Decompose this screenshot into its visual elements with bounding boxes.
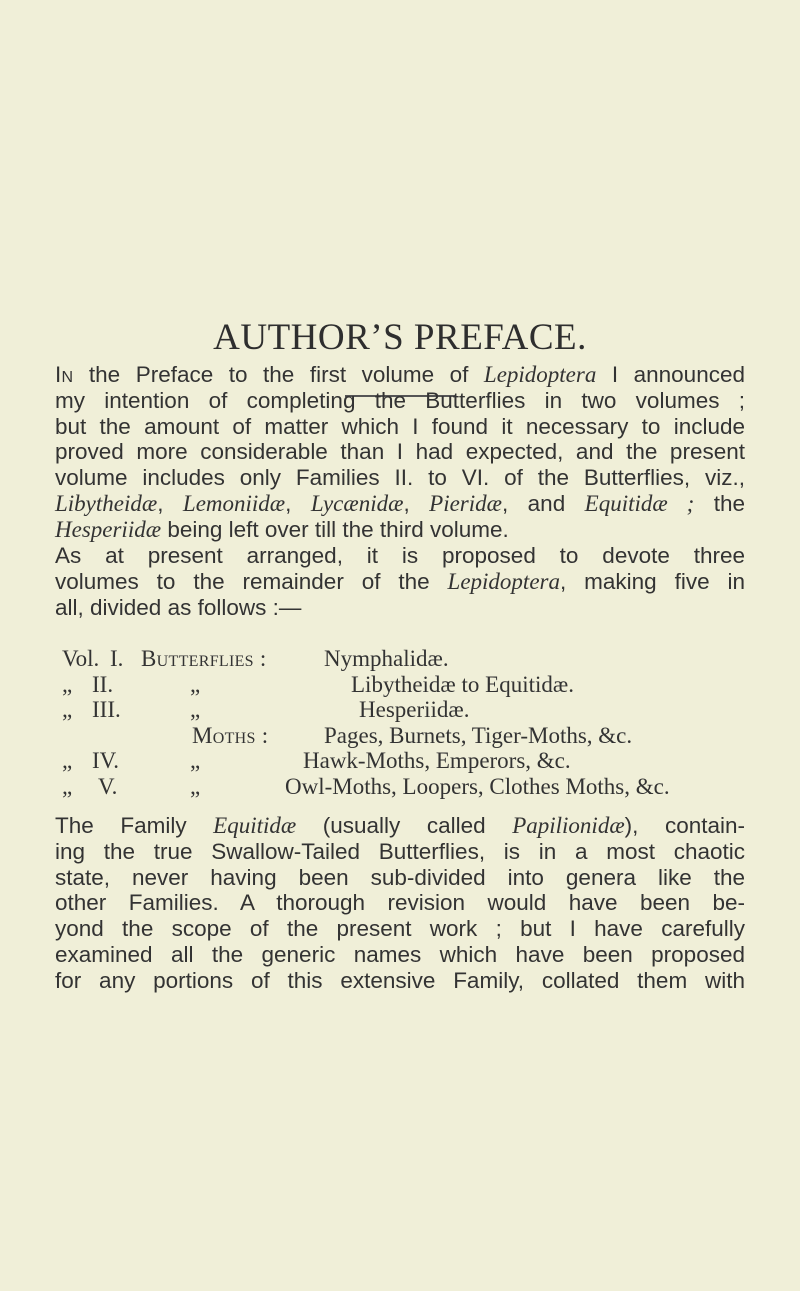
- text-run: volumes to the remainder of the: [55, 568, 448, 594]
- text-line: [55, 362, 745, 388]
- family-name: Libytheidæ: [55, 490, 158, 516]
- text-line: [55, 569, 745, 595]
- volume-category: Moths :: [192, 722, 269, 748]
- family-name: Equitidæ ;: [584, 490, 695, 516]
- text-run: the Preface to the first volume of: [73, 362, 484, 387]
- family-name: Papilionidæ: [512, 813, 625, 838]
- family-name: Lemoniidæ: [182, 490, 286, 516]
- ditto-mark: „: [190, 748, 201, 773]
- family-name: Equitidæ: [213, 813, 297, 838]
- ditto-mark: „: [62, 773, 73, 799]
- text-line: all, divided as follows :—: [55, 594, 302, 620]
- text-run: ), contain-: [624, 813, 746, 838]
- text-run: (usually called: [296, 813, 513, 838]
- text-line: other Families. A thorough revision would have been be-: [55, 890, 745, 916]
- text-line: [55, 517, 745, 543]
- volume-description: Owl-Moths, Loopers, Clothes Moths, &c.: [285, 773, 670, 799]
- text-run: ,: [403, 490, 430, 516]
- ditto-mark: „: [62, 671, 73, 697]
- text-line: [55, 813, 745, 839]
- preface-paragraph-2-line-3: [55, 595, 745, 621]
- page-title: AUTHOR’S PREFACE.: [213, 317, 587, 358]
- volume-category: Butterflies :: [141, 646, 267, 671]
- text-line: [55, 491, 745, 517]
- ditto-mark: „: [62, 748, 73, 773]
- text-line: for any portions of this extensive Family, collated them with: [55, 967, 745, 993]
- italic-title: Lepidoptera: [447, 568, 560, 594]
- ditto-mark: „: [190, 697, 201, 722]
- preface-paragraph-2-line-2: [55, 569, 745, 595]
- text-line: examined all the generic names which have been proposed: [55, 941, 745, 967]
- text-run: , making five in: [560, 568, 745, 594]
- volume-number: II.: [92, 671, 114, 697]
- text-line: ing the true Swallow-Tailed Butterflies, is in a most chaotic: [55, 838, 745, 864]
- text-run: The Family: [55, 813, 214, 838]
- text-line: my intention of completing the Butterflies in two volumes ;: [55, 387, 745, 413]
- volume-description: Hesperiidæ.: [359, 697, 470, 722]
- volume-number: V.: [98, 773, 118, 799]
- volume-number: I.: [110, 646, 124, 671]
- text-line: As at present arranged, it is proposed to devote three: [55, 543, 745, 568]
- family-name: Pieridæ: [429, 490, 502, 516]
- text-run: ,: [285, 490, 311, 516]
- italic-title: Lepidoptera: [483, 362, 597, 387]
- text-line: proved more considerable than I had expected, and the present: [55, 439, 745, 465]
- text-line: state, never having been sub-divided into genera like the: [55, 864, 745, 890]
- text-run: being left over till the third volume.: [161, 516, 509, 542]
- volume-number: III.: [92, 697, 121, 722]
- ditto-mark: „: [62, 697, 73, 722]
- text-run: the: [694, 490, 746, 516]
- family-name: Hesperiidæ: [55, 516, 162, 542]
- preface-paragraph-2-content: [55, 543, 745, 569]
- ditto-mark: „: [190, 773, 201, 799]
- volume-description: Pages, Burnets, Tiger-Moths, &c.: [324, 722, 633, 748]
- text-line: yond the scope of the present work ; but I have carefully: [55, 916, 745, 942]
- volume-description: Nymphalidæ.: [324, 646, 449, 671]
- volume-description: Hawk-Moths, Emperors, &c.: [303, 748, 571, 773]
- text-run: I announced: [596, 362, 745, 387]
- volume-description: Libytheidæ to Equitidæ.: [351, 671, 574, 697]
- ditto-mark: „: [190, 671, 201, 697]
- drop-word: In: [55, 362, 74, 387]
- preface-paragraph-1: [55, 362, 745, 543]
- preface-paragraph-3: [55, 813, 745, 994]
- volume-number: IV.: [92, 748, 120, 773]
- text-line: volume includes only Families II. to VI. of the Butterflies, viz.,: [55, 465, 745, 491]
- family-name: Lycænidæ: [310, 490, 404, 516]
- text-line: but the amount of matter which I found it necessary to include: [55, 413, 745, 439]
- text-run: ,: [157, 490, 183, 516]
- text-run: , and: [501, 490, 585, 516]
- volume-prefix: Vol.: [62, 646, 100, 671]
